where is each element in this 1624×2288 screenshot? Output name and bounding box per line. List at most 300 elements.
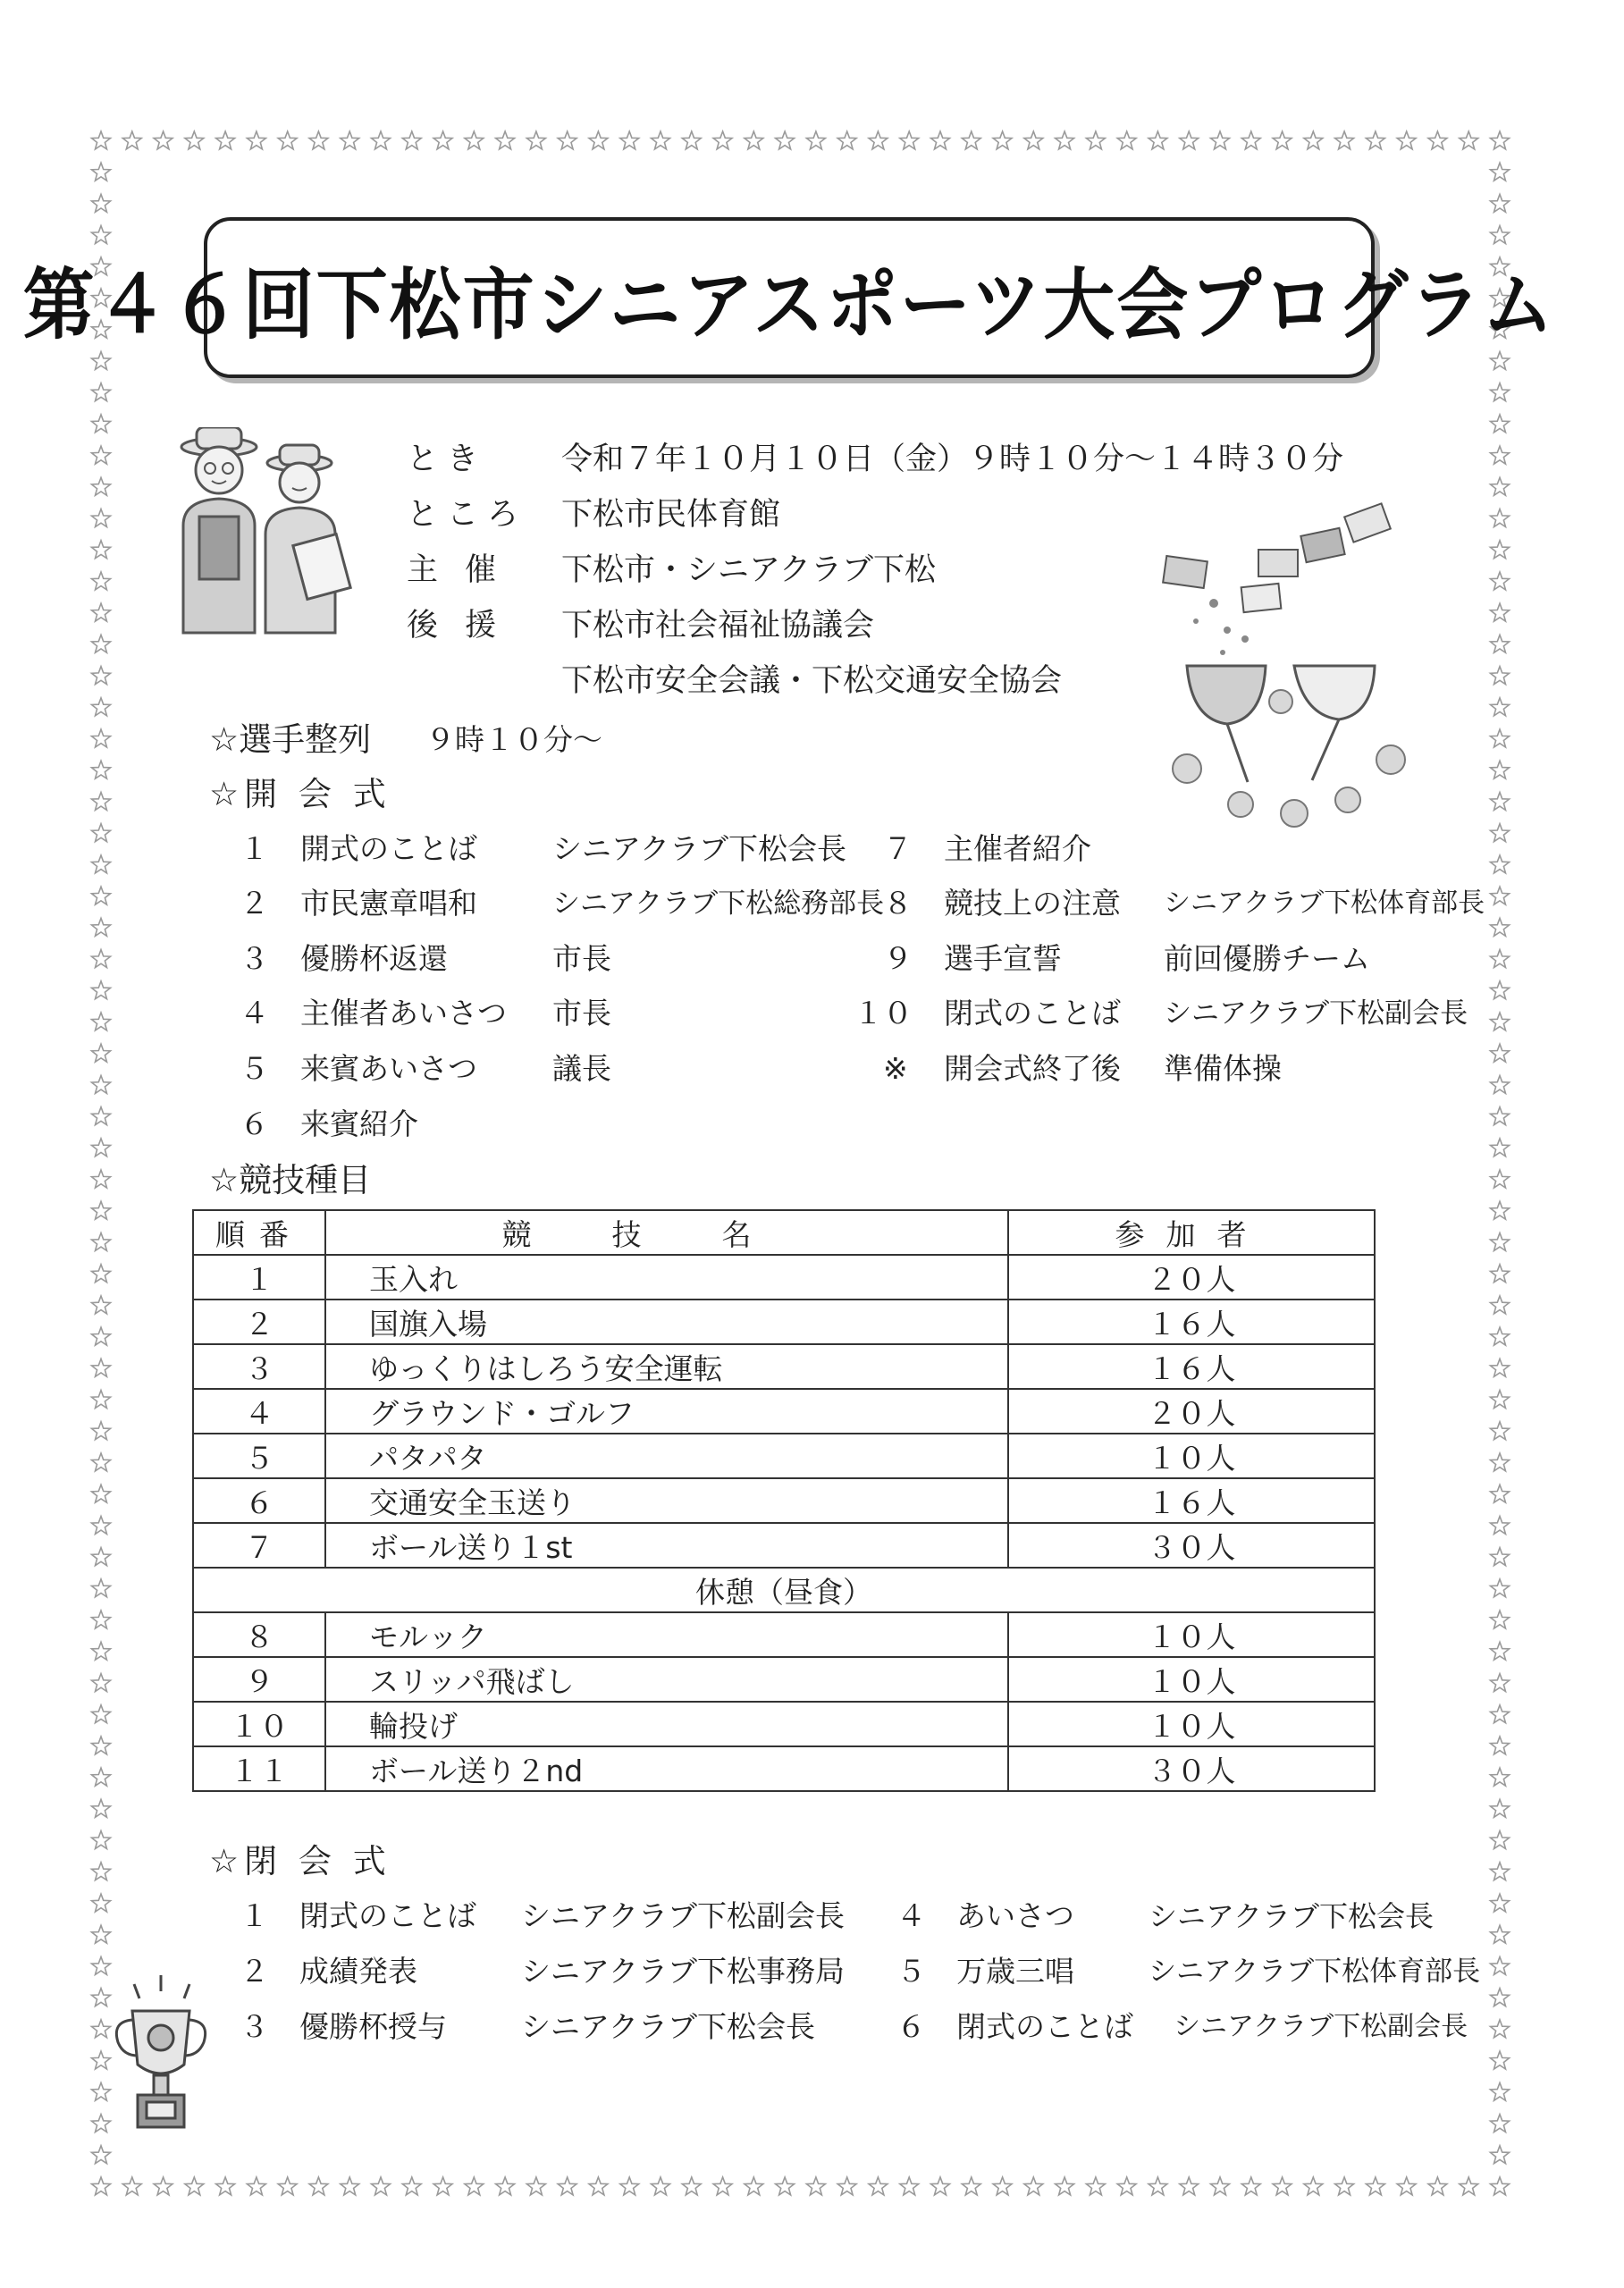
lineup-time: ９時１０分～	[425, 722, 602, 757]
border-star	[1491, 1170, 1510, 1188]
border-star	[92, 1233, 111, 1251]
border-star	[92, 1453, 111, 1471]
border-star	[92, 226, 111, 244]
event-name: パタパタ	[325, 1434, 1008, 1478]
border-star	[92, 1265, 111, 1283]
border-star	[92, 887, 111, 904]
opening-item-num: ３	[240, 941, 269, 976]
border-star	[1491, 1233, 1510, 1251]
border-star	[402, 131, 421, 149]
opening-item-text: 来賓あいさつ	[300, 1051, 477, 1086]
opening-item-num: ２	[240, 886, 269, 921]
border-star	[185, 131, 204, 149]
border-star	[496, 131, 515, 149]
border-star	[92, 383, 111, 401]
border-star	[1491, 1076, 1510, 1094]
border-star	[1491, 918, 1510, 936]
border-star	[1491, 1674, 1510, 1692]
border-star	[1149, 2177, 1167, 2195]
border-star	[1086, 2177, 1105, 2195]
border-star	[962, 131, 980, 149]
border-star	[92, 635, 111, 652]
border-star	[1241, 2177, 1260, 2195]
table-row	[193, 1389, 1375, 1434]
event-participants: １６人	[1008, 1478, 1375, 1523]
border-star	[92, 2146, 111, 2164]
border-star	[713, 2177, 732, 2195]
border-star	[869, 2177, 888, 2195]
opening-item-person: 議長	[552, 1051, 611, 1086]
border-star	[589, 131, 608, 149]
border-star	[185, 2177, 204, 2195]
border-star	[309, 2177, 328, 2195]
table-header-row	[193, 1210, 1375, 1255]
support-value-2: 下松市安全会議・下松交通安全協会	[561, 663, 1063, 699]
opening-item-text: 主催者あいさつ	[300, 996, 507, 1030]
closing-item-num: ６	[896, 2009, 926, 2044]
border-star	[1491, 1265, 1510, 1283]
border-star	[92, 1799, 111, 1817]
event-num: ７	[193, 1523, 325, 1568]
border-star	[993, 2177, 1012, 2195]
border-star	[1304, 2177, 1323, 2195]
border-star	[1491, 603, 1510, 621]
event-num: ９	[193, 1657, 325, 1702]
table-row	[193, 1300, 1375, 1344]
border-star	[837, 2177, 856, 2195]
border-star	[1056, 131, 1074, 149]
closing-item-person: シニアクラブ下松副会長	[521, 1898, 846, 1933]
border-star	[526, 131, 545, 149]
closing-item-text: 万歳三唱	[956, 1954, 1074, 1989]
border-star	[92, 1579, 111, 1597]
border-star	[558, 2177, 576, 2195]
border-star	[1491, 1579, 1510, 1597]
border-star	[1397, 2177, 1416, 2195]
border-star	[1491, 1989, 1510, 2006]
opening-item-person: 市長	[552, 996, 611, 1030]
border-star	[341, 2177, 359, 2195]
event-name: ボール送り２nd	[325, 1746, 1008, 1791]
border-star	[1491, 352, 1510, 370]
border-star	[247, 131, 265, 149]
border-star	[1460, 131, 1478, 149]
opening-item-text: 閉式のことば	[944, 996, 1121, 1030]
table-row	[193, 1702, 1375, 1746]
border-star	[92, 2177, 111, 2195]
opening-item-num: １０	[854, 996, 913, 1030]
table-row	[193, 1344, 1375, 1389]
border-star	[92, 415, 111, 433]
event-participants: ３０人	[1008, 1523, 1375, 1568]
event-participants: ３０人	[1008, 1746, 1375, 1791]
event-participants: １６人	[1008, 1300, 1375, 1344]
border-star	[1491, 509, 1510, 527]
table-row	[193, 1523, 1375, 1568]
border-star	[1273, 2177, 1292, 2195]
closing-item-person: シニアクラブ下松事務局	[521, 1954, 846, 1989]
border-star	[1491, 1139, 1510, 1157]
border-star	[1491, 572, 1510, 590]
where-label: ところ	[407, 497, 528, 533]
border-star	[1491, 1642, 1510, 1660]
events-table	[192, 1209, 1376, 1792]
opening-item-text: 選手宣誓	[944, 941, 1062, 976]
event-name: ゆっくりはしろう安全運転	[325, 1344, 1008, 1389]
border-star	[1117, 2177, 1136, 2195]
closing-item-text: 優勝杯授与	[299, 2009, 447, 2044]
opening-item-text: 主催者紹介	[944, 831, 1091, 866]
table-row	[193, 1657, 1375, 1702]
closing-item-num: ２	[240, 1954, 269, 1989]
table-row	[193, 1255, 1375, 1300]
border-star	[1491, 1894, 1510, 1912]
border-star	[1460, 2177, 1478, 2195]
event-num: ５	[193, 1434, 325, 1478]
border-star	[92, 1044, 111, 1062]
border-star	[92, 761, 111, 778]
title-box	[22, 217, 1556, 378]
event-num: １１	[193, 1746, 325, 1791]
border-star	[372, 131, 391, 149]
border-star	[1491, 194, 1510, 212]
border-star	[309, 131, 328, 149]
opening-item-num: ４	[240, 996, 269, 1030]
support-label: 後援	[407, 608, 524, 644]
opening-item-num: ９	[883, 941, 913, 976]
border-star	[92, 667, 111, 685]
table-break-row	[193, 1568, 1375, 1612]
opening-item-num: １	[240, 831, 269, 866]
border-star	[341, 131, 359, 149]
page-title: 第４６回下松市シニアスポーツ大会プログラム	[22, 259, 1556, 349]
opening-note-mark: ※	[883, 1051, 908, 1086]
border-star	[1241, 131, 1260, 149]
border-star	[1491, 1517, 1510, 1535]
border-star	[92, 352, 111, 370]
border-star	[620, 2177, 639, 2195]
border-star	[1491, 1863, 1510, 1880]
border-star	[1491, 1737, 1510, 1754]
border-star	[1491, 1107, 1510, 1125]
event-num: １	[193, 1255, 325, 1300]
event-name: ボール送り１st	[325, 1523, 1008, 1568]
border-star	[92, 981, 111, 999]
border-star	[92, 1611, 111, 1628]
border-star	[1491, 1422, 1510, 1440]
border-star	[1056, 2177, 1074, 2195]
border-star	[993, 131, 1012, 149]
opening-item-num: ８	[883, 886, 913, 921]
border-star	[682, 2177, 701, 2195]
opening-item-person: 市長	[552, 941, 611, 976]
border-star	[216, 2177, 235, 2195]
border-star	[1273, 131, 1292, 149]
border-star	[1491, 1611, 1510, 1628]
border-star	[92, 163, 111, 181]
event-name: 玉入れ	[325, 1255, 1008, 1300]
border-star	[1491, 2146, 1510, 2164]
border-star	[92, 446, 111, 464]
event-num: ３	[193, 1344, 325, 1389]
border-star	[402, 2177, 421, 2195]
border-star	[278, 131, 297, 149]
closing-item-num: ４	[896, 1898, 926, 1933]
opening-item-text: 市民憲章唱和	[300, 886, 477, 921]
border-star	[1491, 1453, 1510, 1471]
border-star	[1491, 698, 1510, 716]
border-star	[92, 950, 111, 968]
border-star	[122, 2177, 141, 2195]
table-row	[193, 1612, 1375, 1657]
border-star	[92, 1831, 111, 1849]
border-star	[1491, 446, 1510, 464]
border-star	[92, 1139, 111, 1157]
border-star	[92, 1705, 111, 1723]
border-star	[1397, 131, 1416, 149]
event-participants: １０人	[1008, 1434, 1375, 1478]
border-star	[1491, 981, 1510, 999]
border-star	[1491, 1296, 1510, 1314]
event-name: 交通安全玉送り	[325, 1478, 1008, 1523]
flags-and-wine-glasses-illustration	[1160, 496, 1428, 845]
border-star	[92, 1391, 111, 1409]
border-star	[1491, 667, 1510, 685]
table-row	[193, 1478, 1375, 1523]
border-star	[1366, 131, 1384, 149]
border-star	[713, 131, 732, 149]
opening-item-person: シニアクラブ下松総務部長	[552, 887, 885, 920]
border-star	[1335, 131, 1354, 149]
border-star	[1491, 1485, 1510, 1502]
border-star	[92, 477, 111, 495]
border-star	[1491, 2051, 1510, 2069]
border-star	[1491, 1705, 1510, 1723]
event-name: グラウンド・ゴルフ	[325, 1389, 1008, 1434]
border-star	[620, 131, 639, 149]
border-star	[92, 509, 111, 527]
border-star	[745, 2177, 763, 2195]
border-star	[247, 2177, 265, 2195]
where-value: 下松市民体育館	[561, 497, 781, 533]
border-star	[92, 1422, 111, 1440]
border-star	[1491, 1044, 1510, 1062]
border-star	[1491, 1391, 1510, 1409]
border-star	[92, 1358, 111, 1376]
closing-item-num: ３	[240, 2009, 269, 2044]
closing-item-person: シニアクラブ下松体育部長	[1149, 1956, 1481, 1988]
border-star	[776, 131, 795, 149]
border-star	[1491, 1201, 1510, 1219]
event-num: ４	[193, 1389, 325, 1434]
border-star	[1304, 131, 1323, 149]
senior-couple-illustration	[165, 427, 358, 638]
border-star	[1180, 2177, 1199, 2195]
closing-heading: ☆閉 会 式	[209, 1842, 391, 1880]
border-star	[962, 2177, 980, 2195]
closing-item-person: シニアクラブ下松副会長	[1174, 2011, 1468, 2042]
event-num: １０	[193, 1702, 325, 1746]
border-star	[682, 131, 701, 149]
border-star	[496, 2177, 515, 2195]
border-star	[776, 2177, 795, 2195]
border-star	[92, 918, 111, 936]
border-star	[1491, 383, 1510, 401]
border-star	[92, 194, 111, 212]
event-name: 国旗入場	[325, 1300, 1008, 1344]
border-star	[92, 1894, 111, 1912]
closing-item-person: シニアクラブ下松会長	[521, 2009, 816, 2044]
border-star	[92, 131, 111, 149]
border-star	[1491, 226, 1510, 244]
events-heading: ☆競技種目	[209, 1161, 372, 1199]
border-star	[92, 1642, 111, 1660]
border-star	[92, 1925, 111, 1943]
opening-item-text: 開会式終了後	[944, 1051, 1121, 1086]
border-star	[1491, 541, 1510, 559]
border-star	[526, 2177, 545, 2195]
closing-item-num: １	[240, 1898, 269, 1933]
border-star	[1491, 2020, 1510, 2038]
closing-item-text: あいさつ	[956, 1898, 1074, 1933]
event-num: ８	[193, 1612, 325, 1657]
border-star	[465, 2177, 484, 2195]
border-star	[1491, 163, 1510, 181]
lineup-label: ☆選手整列	[209, 720, 372, 759]
opening-item-text: 競技上の注意	[944, 886, 1121, 921]
border-star	[1335, 2177, 1354, 2195]
opening-item-person: シニアクラブ下松会長	[552, 831, 847, 866]
event-name: スリッパ飛ばし	[325, 1657, 1008, 1702]
border-star	[1491, 887, 1510, 904]
border-star	[1491, 1957, 1510, 1975]
opening-item-text: 優勝杯返還	[300, 941, 448, 976]
border-star	[92, 572, 111, 590]
border-star	[1491, 1013, 1510, 1030]
border-star	[1024, 2177, 1043, 2195]
closing-item-text: 閉式のことば	[956, 2009, 1133, 2044]
border-star	[92, 1201, 111, 1219]
border-star	[652, 2177, 670, 2195]
border-star	[1491, 1548, 1510, 1566]
border-star	[1491, 2082, 1510, 2100]
border-star	[92, 1296, 111, 1314]
border-star	[1491, 415, 1510, 433]
border-star	[92, 1327, 111, 1345]
border-star	[1491, 729, 1510, 747]
border-star	[1149, 131, 1167, 149]
border-star	[837, 131, 856, 149]
border-star	[1211, 131, 1230, 149]
border-star	[154, 131, 172, 149]
opening-item-text: 来賓紹介	[300, 1106, 418, 1141]
opening-item-person: シニアクラブ下松体育部長	[1164, 887, 1485, 919]
trophy-illustration	[107, 1966, 215, 2136]
border-star	[869, 131, 888, 149]
border-star	[216, 131, 235, 149]
host-label: 主催	[407, 552, 524, 588]
opening-item-person: 前回優勝チーム	[1164, 941, 1370, 976]
border-star	[154, 2177, 172, 2195]
opening-item-num: ５	[240, 1051, 269, 1086]
border-star	[1211, 2177, 1230, 2195]
border-star	[1491, 2177, 1510, 2195]
border-star	[92, 1737, 111, 1754]
border-star	[92, 793, 111, 811]
opening-item-person: シニアクラブ下松副会長	[1164, 997, 1468, 1030]
border-star	[433, 2177, 452, 2195]
border-star	[1491, 1358, 1510, 1376]
border-star	[92, 855, 111, 873]
header-name: 競技名	[325, 1210, 1008, 1255]
closing-item-text: 閉式のことば	[299, 1898, 476, 1933]
border-star	[92, 1674, 111, 1692]
border-star	[1491, 793, 1510, 811]
border-star	[806, 2177, 825, 2195]
when-value: 令和７年１０月１０日（金）９時１０分～１４時３０分	[561, 442, 1344, 477]
border-star	[1491, 2115, 1510, 2132]
border-star	[1491, 950, 1510, 968]
border-star	[92, 729, 111, 747]
border-star	[278, 2177, 297, 2195]
border-star	[558, 131, 576, 149]
border-star	[1117, 131, 1136, 149]
border-star	[1491, 1799, 1510, 1817]
opening-item-text: 開式のことば	[300, 831, 477, 866]
table-row	[193, 1746, 1375, 1791]
host-value: 下松市・シニアクラブ下松	[561, 552, 936, 588]
border-star	[1491, 824, 1510, 842]
event-participants: １０人	[1008, 1612, 1375, 1657]
border-star	[1491, 1768, 1510, 1786]
support-value-1: 下松市社会福祉協議会	[561, 608, 875, 644]
border-star	[900, 131, 919, 149]
opening-item-num: ６	[240, 1106, 269, 1141]
break-label: 休憩（昼食）	[193, 1568, 1375, 1612]
border-star	[1366, 2177, 1384, 2195]
border-star	[92, 824, 111, 842]
border-star	[372, 2177, 391, 2195]
border-star	[92, 541, 111, 559]
border-star	[92, 698, 111, 716]
event-participants: ２０人	[1008, 1389, 1375, 1434]
header-order: 順番	[193, 1210, 325, 1255]
opening-item-num: ７	[883, 831, 913, 866]
border-star	[1491, 855, 1510, 873]
border-star	[1491, 131, 1510, 149]
event-num: ６	[193, 1478, 325, 1523]
event-name: 輪投げ	[325, 1702, 1008, 1746]
opening-item-person: 準備体操	[1164, 1051, 1282, 1086]
event-participants: １０人	[1008, 1657, 1375, 1702]
border-star	[92, 1013, 111, 1030]
border-star	[1428, 2177, 1447, 2195]
border-star	[1180, 131, 1199, 149]
border-star	[1428, 131, 1447, 149]
border-star	[92, 1107, 111, 1125]
border-star	[652, 131, 670, 149]
border-star	[589, 2177, 608, 2195]
border-star	[1086, 131, 1105, 149]
border-star	[122, 131, 141, 149]
border-star	[1491, 761, 1510, 778]
border-star	[931, 131, 950, 149]
border-star	[92, 1170, 111, 1188]
event-participants: １０人	[1008, 1702, 1375, 1746]
border-star	[433, 131, 452, 149]
border-star	[92, 1768, 111, 1786]
opening-heading: ☆開 会 式	[209, 775, 391, 813]
